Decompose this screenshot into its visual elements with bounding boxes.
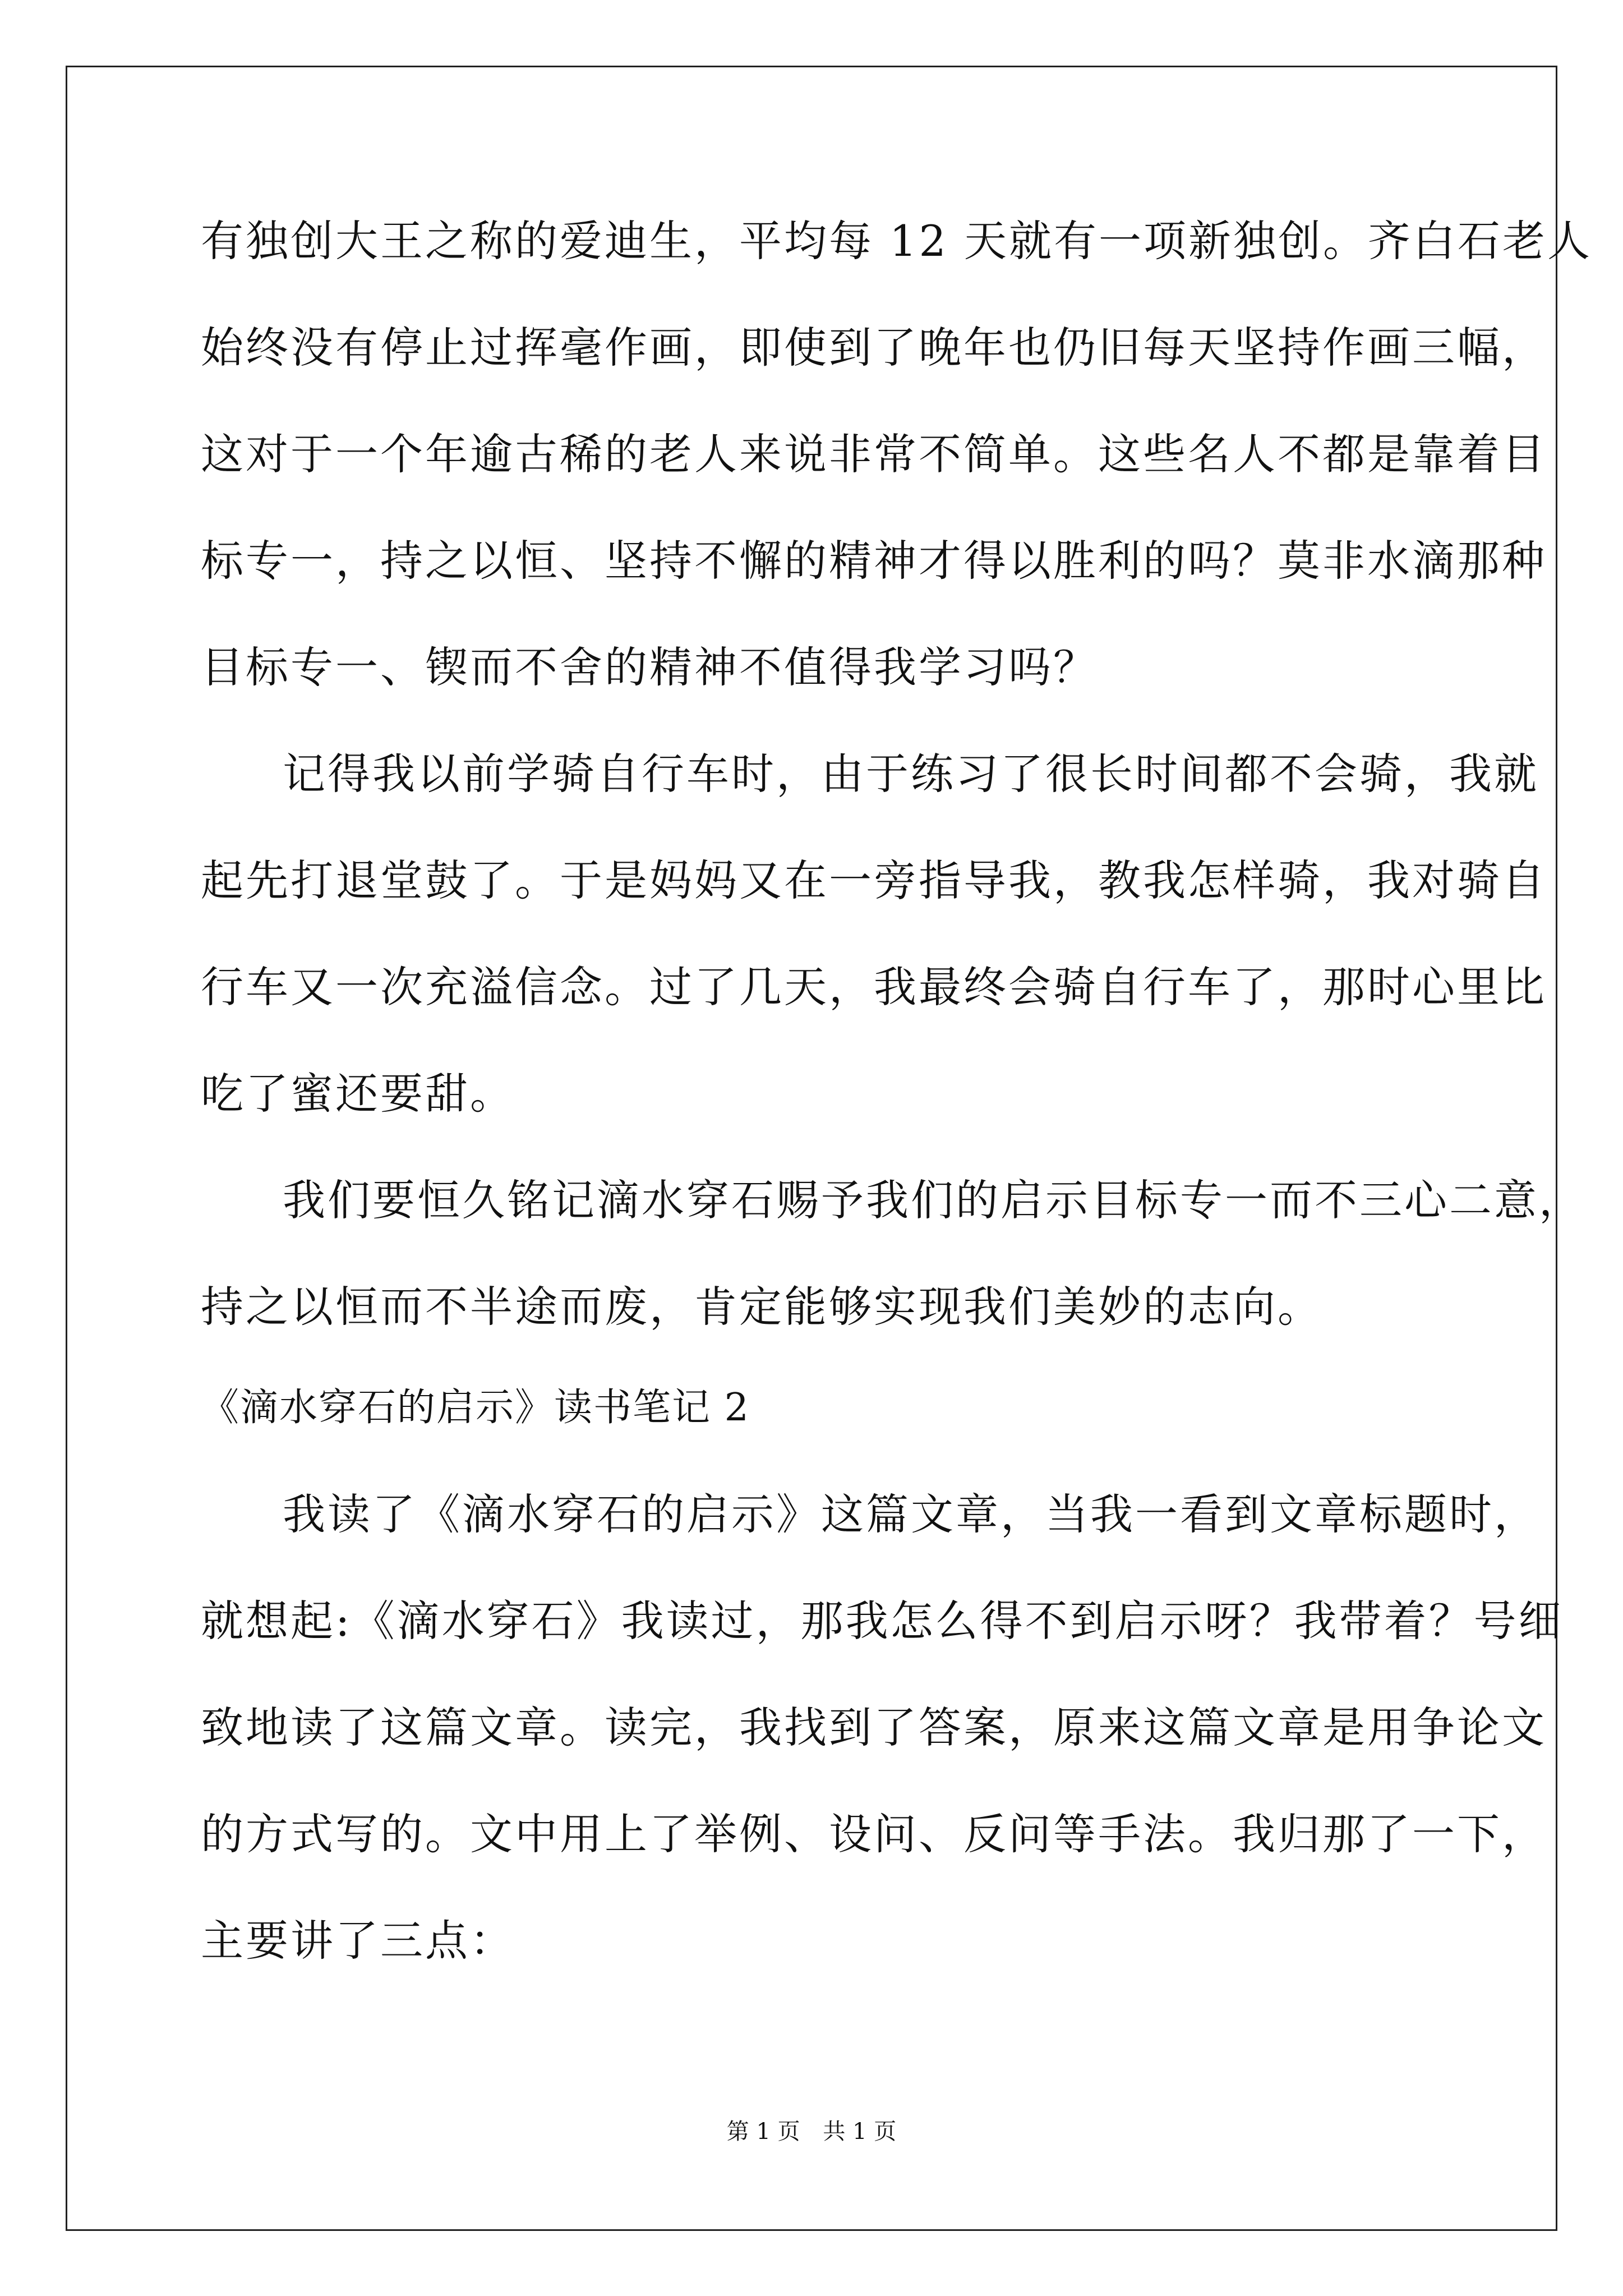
text-line: 就想起:《滴水穿石》我读过，那我怎么得不到启示呀？我带着？号细 [201,1596,1564,1646]
text-line: 有独创大王之称的爱迪生，平均每 12 天就有一项新独创。齐白石老人 [201,216,1593,266]
paragraph-first-line: 记得我以前学骑自行车时，由于练习了很长时间都不会骑，我就 [283,749,1539,799]
text-line: 始终没有停止过挥毫作画，即使到了晚年也仍旧每天坚持作画三幅， [201,323,1547,372]
text-line: 这对于一个年逾古稀的老人来说非常不简单。这些名人不都是靠着目 [201,429,1547,479]
section-heading: 《滴水穿石的启示》读书笔记 2 [201,1386,750,1430]
text-line: 主要讲了三点： [201,1916,515,1966]
text-line: 起先打退堂鼓了。于是妈妈又在一旁指导我，教我怎样骑，我对骑自 [201,855,1547,905]
text-line: 目标专一、锲而不舍的精神不值得我学习吗？ [201,642,1098,692]
text-line: 持之以恒而不半途而废，肯定能够实现我们美妙的志向。 [201,1282,1322,1332]
total-pages: 共 1 页 [823,2119,897,2145]
paragraph-first-line: 我们要恒久铭记滴水穿石赐予我们的启示目标专一而不三心二意， [283,1175,1584,1225]
text-line: 吃了蜜还要甜。 [201,1069,515,1119]
text-line: 的方式写的。文中用上了举例、设问、反问等手法。我归那了一下， [201,1809,1547,1859]
text-line: 致地读了这篇文章。读完，我找到了答案，原来这篇文章是用争论文 [201,1703,1547,1752]
text-line: 标专一，持之以恒、坚持不懈的精神才得以胜利的吗？莫非水滴那种 [201,536,1547,586]
page-footer [0,2115,1623,2148]
page-border [66,66,1557,2231]
text-line: 行车又一次充溢信念。过了几天，我最终会骑自行车了，那时心里比 [201,962,1547,1012]
paragraph-first-line: 我读了《滴水穿石的启示》这篇文章，当我一看到文章标题时， [283,1489,1539,1539]
page-number: 第 1 页 [726,2119,800,2145]
